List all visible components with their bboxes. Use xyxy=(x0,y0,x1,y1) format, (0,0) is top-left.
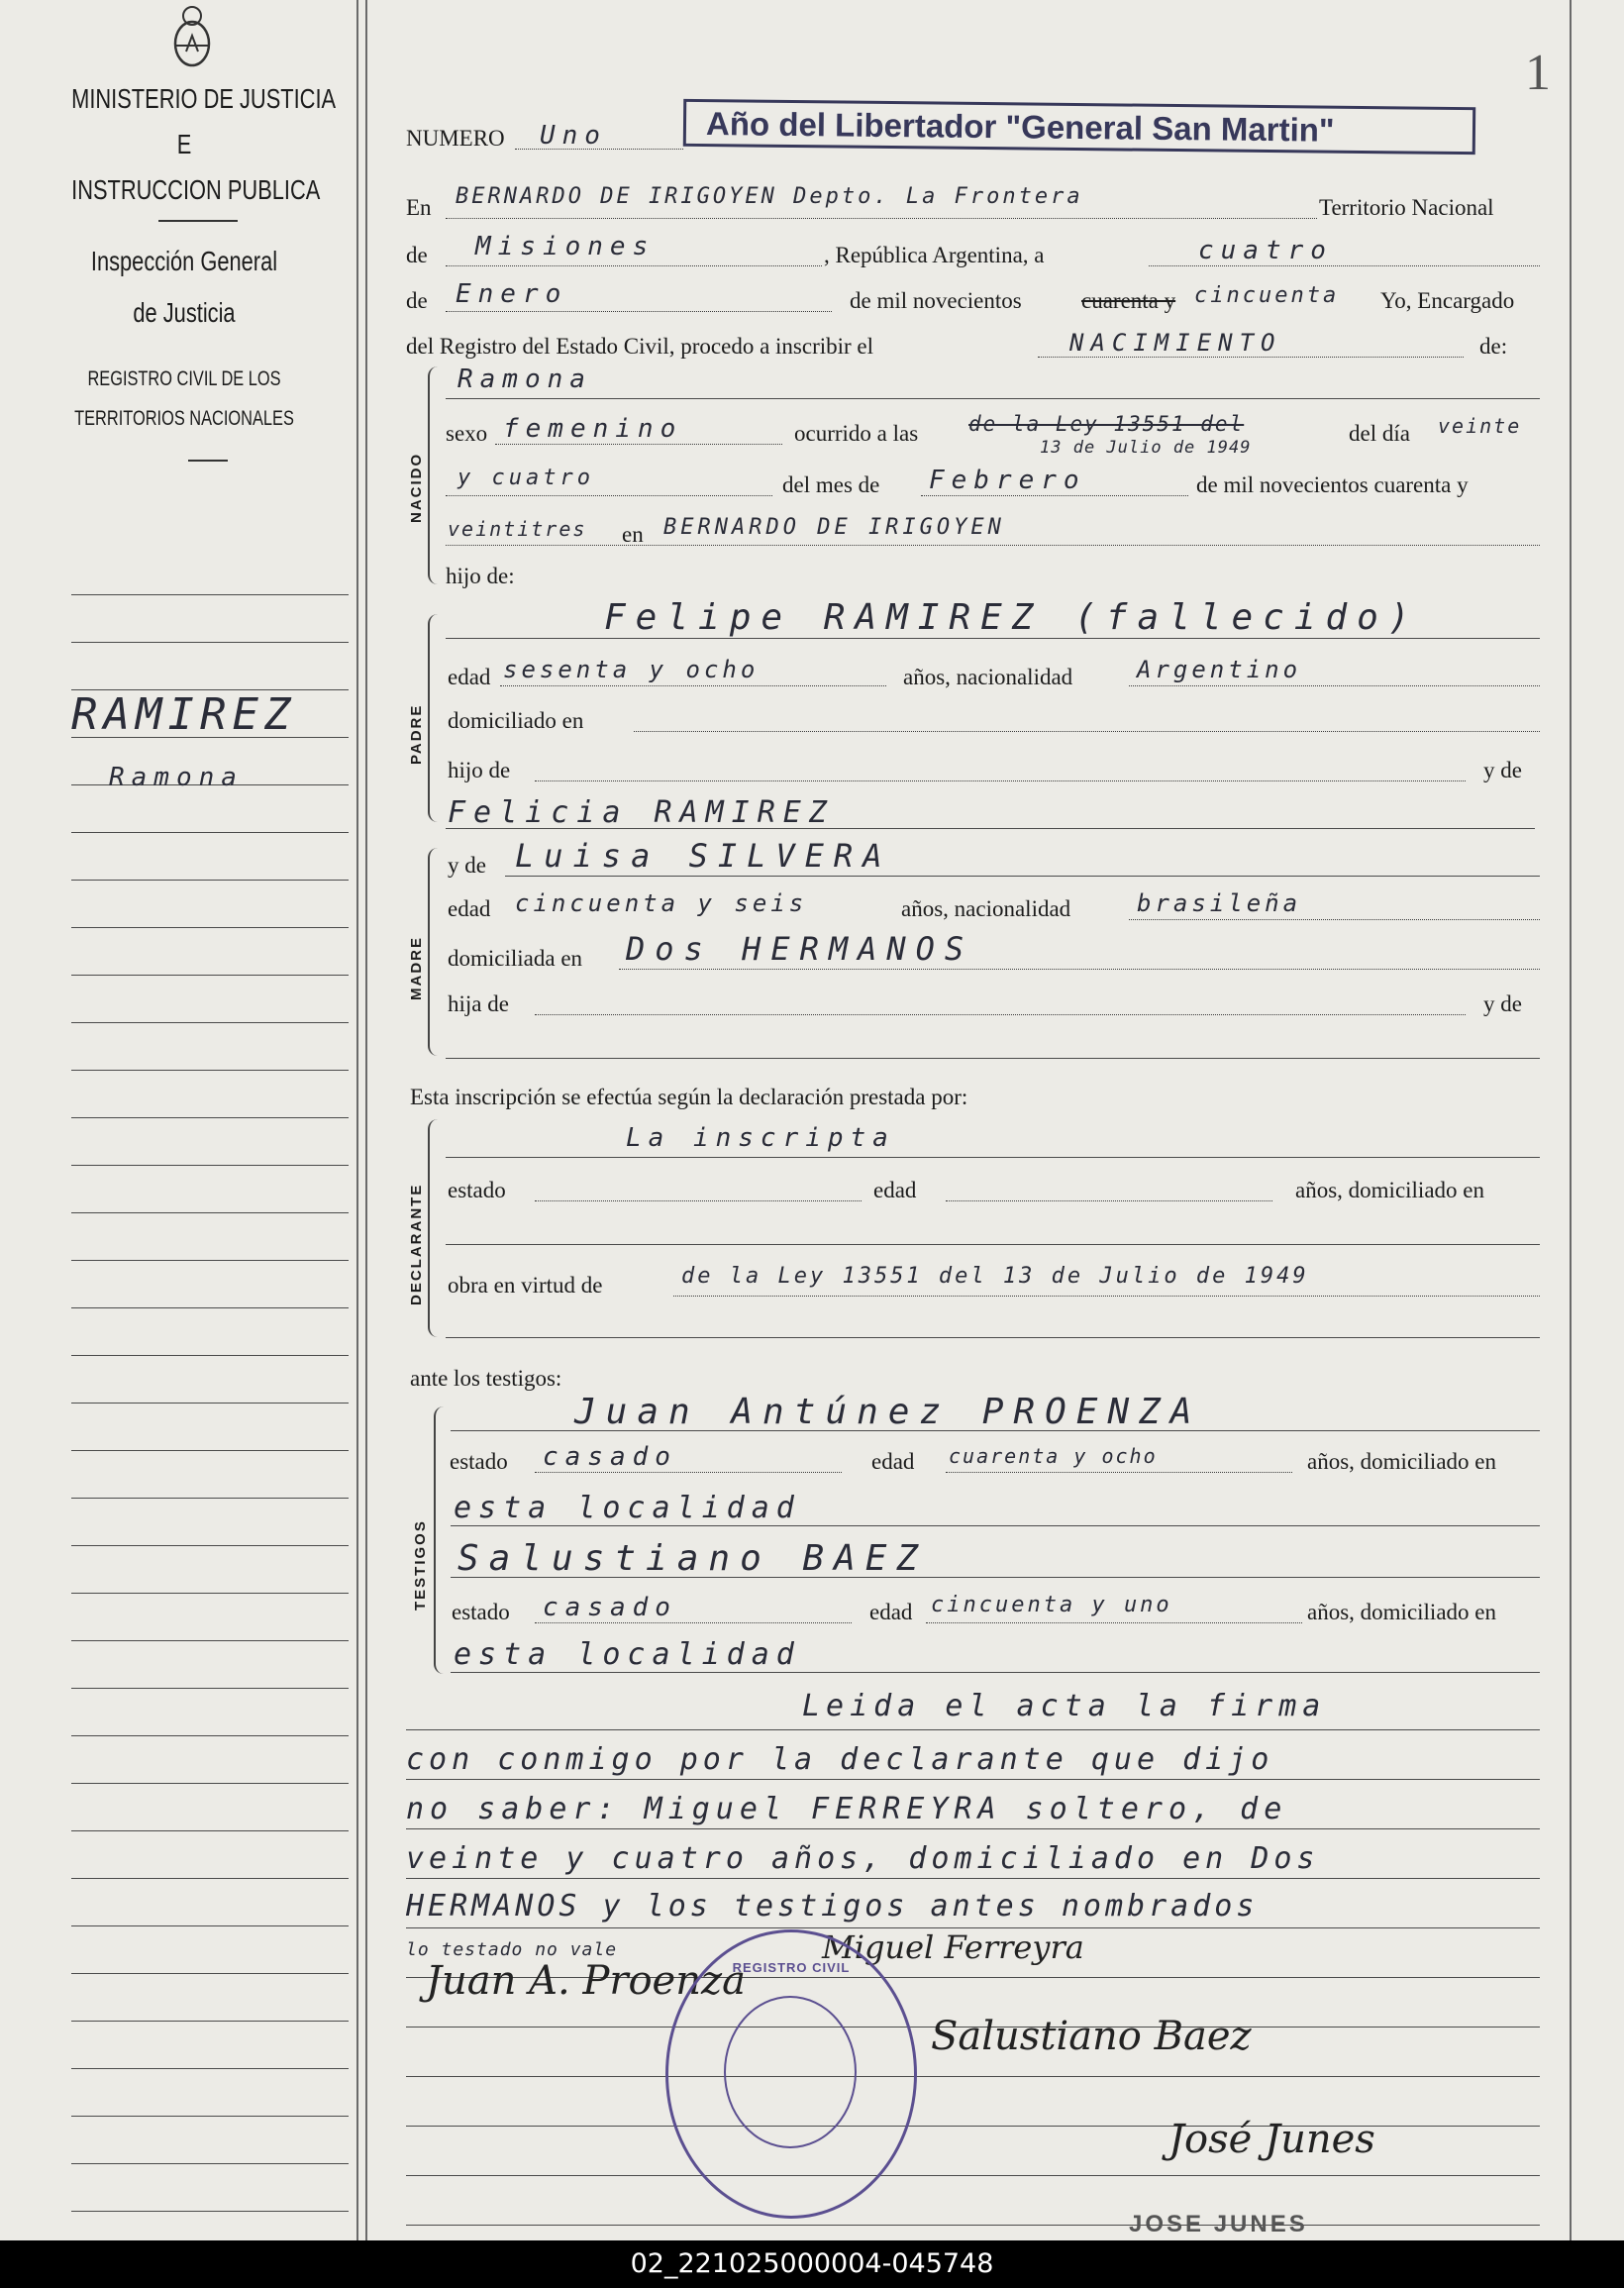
padre-nacionalidad: Argentino xyxy=(1137,656,1302,683)
place-value: BERNARDO DE IRIGOYEN Depto. La Frontera xyxy=(456,184,1083,209)
declarante-name: La inscripta xyxy=(626,1123,895,1153)
hijo-label: hijo de: xyxy=(446,564,515,588)
witness1-estado-line xyxy=(535,1472,842,1473)
margin-rule-right xyxy=(365,0,367,2240)
witness2-name-line xyxy=(451,1577,1540,1578)
note-line-3: no saber: Miguel FERREYRA soltero, de xyxy=(406,1792,1288,1826)
ministry-subtitle: INSTRUCCION PUBLICA xyxy=(71,174,321,205)
numero-value: Uno xyxy=(540,121,607,151)
margin-ruled-line xyxy=(71,2211,349,2212)
signature-salustiano-baez: Salustiano Baez xyxy=(931,2014,1252,2059)
dia-value: veinte xyxy=(1438,414,1522,438)
declarante-intro: Esta inscripción se efectúa según la declaración prestada por: xyxy=(410,1085,968,1109)
header-divider xyxy=(158,220,238,222)
padre-edad-line xyxy=(500,685,886,686)
en-label: En xyxy=(406,195,432,220)
padre-hijo-de-label: hijo de xyxy=(448,758,511,782)
nacido-year-label: de mil novecientos cuarenta y xyxy=(1196,472,1469,497)
madre-name-line xyxy=(505,876,1540,877)
nacido-en-label: en xyxy=(622,522,644,547)
madre-nacionalidad-line xyxy=(1129,919,1540,920)
madre-hija-de-label: hija de xyxy=(448,991,509,1016)
margin-ruled-line xyxy=(71,1212,349,1213)
seal-text: REGISTRO CIVIL xyxy=(732,1960,851,1975)
margin-given-name: Ramona xyxy=(109,763,244,792)
margin-ruled-line xyxy=(71,927,349,928)
padre-parent-line xyxy=(446,828,1535,829)
dia-label: del día xyxy=(1349,421,1410,446)
birth-place-value: BERNARDO DE IRIGOYEN xyxy=(663,515,1005,540)
year-motto-stamp: Año del Libertador "General San Martin" xyxy=(683,99,1475,155)
act-type-line xyxy=(1038,357,1464,358)
sexo-value: femenino xyxy=(503,414,683,444)
document-id-footer: 02_221025000004-045748 xyxy=(0,2240,1624,2288)
witness2-estado-line xyxy=(535,1622,852,1623)
nacido-label: NACIDO xyxy=(408,452,425,523)
right-rule xyxy=(1570,0,1572,2240)
padre-anios-label: años, nacionalidad xyxy=(903,665,1073,689)
ministry-conjunction: E xyxy=(176,129,192,159)
seal-coat-of-arms-icon xyxy=(724,1996,857,2148)
madre-name: Luisa SILVERA xyxy=(515,837,892,875)
witness1-domicilio: esta localidad xyxy=(454,1491,801,1525)
padre-brace xyxy=(428,614,440,822)
margin-ruled-line xyxy=(71,594,349,595)
margin-ruled-line xyxy=(71,1830,349,1831)
inspection-title: Inspección General xyxy=(90,246,278,276)
margin-ruled-line xyxy=(71,2116,349,2117)
madre-label: MADRE xyxy=(408,936,425,1000)
witness1-edad-label: edad xyxy=(871,1449,915,1474)
mes-line xyxy=(921,495,1188,496)
declarante-anios-label: años, domiciliado en xyxy=(1295,1178,1484,1202)
witness1-estado-label: estado xyxy=(450,1449,508,1474)
month-value: Enero xyxy=(456,279,568,309)
witness1-name: Juan Antúnez PROENZA xyxy=(574,1392,1202,1432)
declarante-estado-label: estado xyxy=(448,1178,506,1202)
madre-domicilio-label: domiciliada en xyxy=(448,946,583,971)
ocurrido-label: ocurrido a las xyxy=(794,421,919,446)
numero-line xyxy=(515,149,683,150)
signature-juan-proenza: Juan A. Proenza xyxy=(426,1958,746,2004)
nacido-year-value: veintitres xyxy=(448,517,587,541)
place-line xyxy=(446,218,1317,219)
declarante-obra-line xyxy=(673,1296,1540,1297)
witness2-edad-line xyxy=(926,1622,1302,1623)
madre-domicilio-line xyxy=(619,969,1540,970)
madre-edad-value: cincuenta y seis xyxy=(515,889,808,917)
birth-place-line xyxy=(446,545,1540,546)
month-line xyxy=(446,311,832,312)
witness1-anios-label: años, domiciliado en xyxy=(1307,1449,1496,1474)
dia-line xyxy=(446,495,772,496)
signature-miguel-ferreyra: Miguel Ferreyra xyxy=(822,1928,1084,1966)
note-line-1: Leida el acta la firma xyxy=(802,1689,1327,1723)
stamp-name-jose-junes: JOSE JUNES xyxy=(1129,2211,1308,2237)
note-line-6: lo testado no vale xyxy=(406,1939,618,1960)
madre-hija-de-line xyxy=(535,1014,1466,1015)
note-ruled-line xyxy=(406,2225,1540,2226)
padre-domicilio-line xyxy=(634,731,1540,732)
margin-surname: RAMIREZ xyxy=(71,689,297,740)
day-value: cuatro xyxy=(1198,236,1333,265)
note-line-2: con conmigo por la declarante que dijo xyxy=(406,1742,1274,1777)
margin-ruled-line xyxy=(71,1355,349,1356)
madre-edad-label: edad xyxy=(448,896,491,921)
witness2-domicilio: esta localidad xyxy=(454,1637,801,1672)
testigos-label: TESTIGOS xyxy=(412,1519,429,1611)
registry-title: REGISTRO CIVIL DE LOS xyxy=(87,367,281,390)
margin-ruled-line xyxy=(71,880,349,881)
padre-name: Felipe RAMIREZ (fallecido) xyxy=(604,597,1420,638)
note-line-4: veinte y cuatro años, domiciliado en Dos xyxy=(406,1841,1320,1876)
margin-ruled-line xyxy=(71,2021,349,2022)
declarante-edad-line xyxy=(946,1200,1272,1201)
declarante-label: DECLARANTE xyxy=(408,1183,425,1305)
witness2-edad-value: cincuenta y uno xyxy=(931,1593,1172,1617)
witness2-estado-label: estado xyxy=(452,1600,510,1624)
de2-label: de xyxy=(406,288,428,313)
madre-domicilio-value: Dos HERMANOS xyxy=(626,930,974,968)
act-type-value: NACIMIENTO xyxy=(1069,329,1282,357)
year-value: cincuenta xyxy=(1194,283,1340,308)
declarante-brace xyxy=(428,1119,440,1337)
margin-ruled-line xyxy=(71,1640,349,1641)
registry-subtitle: TERRITORIOS NACIONALES xyxy=(74,407,294,430)
margin-ruled-line xyxy=(71,1022,349,1023)
margin-ruled-line xyxy=(71,1307,349,1308)
margin-ruled-line xyxy=(71,1070,349,1071)
note-ruled-line xyxy=(406,2175,1540,2176)
testigos-brace xyxy=(434,1406,446,1674)
ministry-title: MINISTERIO DE JUSTICIA xyxy=(71,83,337,114)
registro-label: del Registro del Estado Civil, procedo a inscribir el xyxy=(406,334,874,359)
province-value: Misiones xyxy=(475,232,656,261)
padre-edad-label: edad xyxy=(448,665,491,689)
sexo-line xyxy=(495,444,782,445)
official-seal xyxy=(665,1929,917,2219)
note-ruled-line xyxy=(406,1779,1540,1780)
margin-ruled-line xyxy=(71,1403,349,1404)
witness2-edad-label: edad xyxy=(869,1600,913,1624)
declarante-end-line xyxy=(446,1337,1540,1338)
witness1-estado-value: casado xyxy=(543,1442,677,1472)
declarante-name-line xyxy=(446,1157,1540,1158)
name-value: Ramona xyxy=(457,364,592,394)
madre-y-de-label-2: y de xyxy=(1483,991,1522,1016)
margin-ruled-line xyxy=(71,1117,349,1118)
territorio-label: Territorio Nacional xyxy=(1319,195,1494,220)
republica-label: , República Argentina, a xyxy=(824,243,1045,267)
nacido-brace xyxy=(428,366,440,584)
madre-anios-label: años, nacionalidad xyxy=(901,896,1071,921)
witness1-edad-value: cuarenta y ocho xyxy=(949,1444,1158,1468)
margin-ruled-line xyxy=(71,1450,349,1451)
mes-value: Febrero xyxy=(929,466,1086,495)
testigos-intro: ante los testigos: xyxy=(410,1366,562,1391)
padre-parent-name: Felicia RAMIREZ xyxy=(448,795,835,830)
note-ruled-line xyxy=(406,1878,1540,1879)
madre-parent-line xyxy=(446,1058,1540,1059)
margin-ruled-line xyxy=(71,1545,349,1546)
padre-y-de-label: y de xyxy=(1483,758,1522,782)
padre-domicilio-label: domiciliado en xyxy=(448,708,584,733)
de3-label: de: xyxy=(1479,334,1508,359)
dia-value-2: y cuatro xyxy=(457,466,594,490)
page-number: 1 xyxy=(1525,45,1551,101)
witness1-edad-line xyxy=(946,1472,1292,1473)
province-line xyxy=(446,265,822,266)
note-ruled-line xyxy=(406,1828,1540,1829)
note-ruled-line xyxy=(406,2076,1540,2077)
day-line xyxy=(1149,265,1540,266)
note-ruled-line xyxy=(406,1729,1540,1730)
de-label: de xyxy=(406,243,428,267)
margin-ruled-line xyxy=(71,1165,349,1166)
declarante-obra-label: obra en virtud de xyxy=(448,1273,603,1298)
margin-ruled-line xyxy=(71,1878,349,1879)
madre-brace xyxy=(428,848,440,1056)
hour-value: de la Ley 13551 del xyxy=(968,412,1245,436)
witness2-anios-label: años, domiciliado en xyxy=(1307,1600,1496,1624)
year-struck: cuarenta y xyxy=(1081,288,1176,313)
margin-ruled-line xyxy=(71,1260,349,1261)
name-line xyxy=(446,398,1540,399)
margin-ruled-line xyxy=(71,1593,349,1594)
margin-ruled-line xyxy=(71,1688,349,1689)
yo-label: Yo, Encargado xyxy=(1380,288,1515,313)
signature-jose-junes: José Junes xyxy=(1168,2117,1375,2162)
inspection-subtitle: de Justicia xyxy=(133,297,236,328)
witness2-estado-value: casado xyxy=(543,1593,677,1622)
witness1-domicilio-line xyxy=(451,1525,1540,1526)
margin-ruled-line xyxy=(71,2068,349,2069)
registry-divider xyxy=(188,460,228,462)
padre-label: PADRE xyxy=(408,703,425,765)
padre-nacionalidad-line xyxy=(1129,685,1540,686)
sexo-label: sexo xyxy=(446,421,488,446)
hour-note: 13 de Julio de 1949 xyxy=(1040,438,1252,458)
witness2-domicilio-line xyxy=(451,1672,1540,1673)
padre-name-line xyxy=(446,638,1540,639)
padre-edad-value: sesenta y ocho xyxy=(503,656,760,683)
margin-ruled-line xyxy=(71,1735,349,1736)
madre-y-de-label: y de xyxy=(448,853,486,878)
margin-ruled-line xyxy=(71,1973,349,1974)
declarante-edad-label: edad xyxy=(873,1178,917,1202)
margin-ruled-line xyxy=(71,975,349,976)
numero-label: NUMERO xyxy=(406,126,505,151)
note-line-5: HERMANOS y los testigos antes nombrados xyxy=(406,1889,1259,1924)
madre-nacionalidad: brasileña xyxy=(1137,889,1302,917)
declarante-estado-line xyxy=(535,1200,862,1201)
padre-hijo-de-line xyxy=(535,780,1466,781)
margin-ruled-line xyxy=(71,1925,349,1926)
coat-of-arms-icon xyxy=(166,4,218,69)
declarante-domicilio-line xyxy=(446,1244,1540,1245)
declarante-obra-value: de la Ley 13551 del 13 de Julio de 1949 xyxy=(681,1264,1309,1289)
margin-ruled-line xyxy=(71,642,349,643)
year-label: de mil novecientos xyxy=(850,288,1022,313)
witness2-name: Salustiano BAEZ xyxy=(457,1538,929,1579)
margin-ruled-line xyxy=(71,832,349,833)
margin-ruled-line xyxy=(71,1498,349,1499)
margin-ruled-line xyxy=(71,2163,349,2164)
mes-label: del mes de xyxy=(782,472,880,497)
witness1-name-line xyxy=(451,1430,1540,1431)
margin-rule-left xyxy=(356,0,358,2240)
margin-ruled-line xyxy=(71,1783,349,1784)
